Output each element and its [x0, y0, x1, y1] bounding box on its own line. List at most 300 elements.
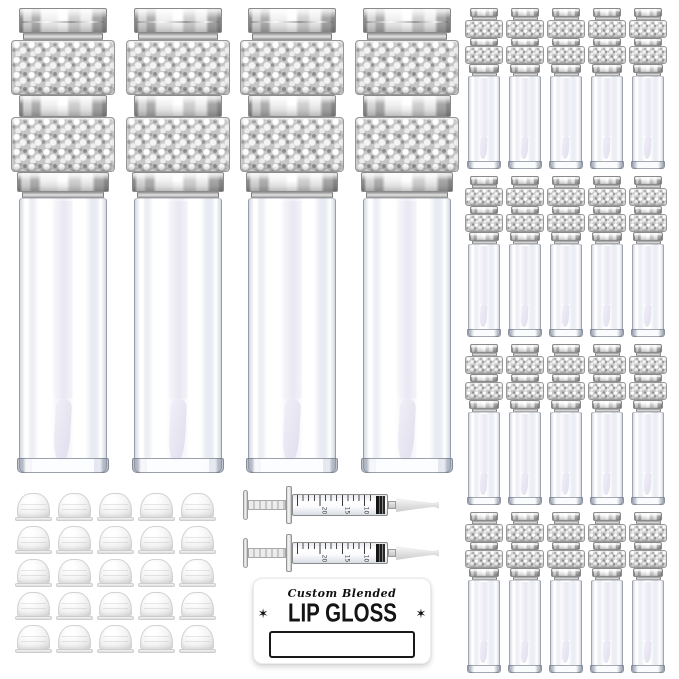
rhinestone-pearl-band: [465, 550, 503, 568]
rhinestone-pearl-band: [240, 117, 344, 172]
syringe: [243, 486, 439, 524]
large-tube-group: [11, 8, 459, 474]
rhinestone-pearl-band: [588, 214, 626, 232]
stopper-dome: [17, 526, 50, 551]
rhinestone-pearl-band: [547, 214, 585, 232]
rhinestone-pearl-band: [547, 524, 585, 542]
applicator-wand: [521, 582, 529, 640]
stopper-dome: [140, 493, 173, 518]
rhinestone-pearl-band: [547, 188, 585, 206]
cap-hex-top: [470, 176, 498, 185]
cap-hex-top: [634, 8, 662, 17]
cap-hex-top: [552, 176, 580, 185]
rubber-stopper-cap: [97, 625, 134, 653]
stopper-dome: [58, 625, 91, 650]
cap-metal-mid-band: [634, 206, 662, 214]
large-lipgloss-tube: [126, 8, 230, 474]
stopper-flange: [56, 583, 93, 587]
small-lipgloss-tube: [588, 8, 626, 169]
cap-collar: [510, 568, 540, 577]
cap-hex-top: [363, 8, 451, 33]
small-lipgloss-tube: [547, 512, 585, 673]
clear-tube-body: [509, 412, 541, 505]
cap-hex-top: [511, 344, 539, 353]
cap-hex-top: [511, 176, 539, 185]
rubber-stopper-cap: [15, 559, 52, 587]
clear-tube-body: [632, 76, 664, 169]
cap-collar: [551, 400, 581, 409]
rhinestone-pearl-band: [465, 524, 503, 542]
stopper-flange: [56, 616, 93, 620]
rhinestone-pearl-band: [547, 550, 585, 568]
rubber-stopper-cap: [15, 493, 52, 521]
applicator-wand: [397, 201, 416, 399]
rhinestone-pearl-band: [588, 382, 626, 400]
rhinestone-pearl-band: [629, 524, 667, 542]
plunger-seal: [376, 496, 385, 514]
stopper-flange: [138, 550, 175, 554]
stopper-flange: [15, 616, 52, 620]
clear-tube-body: [468, 244, 500, 337]
rhinestone-pearl-band: [547, 382, 585, 400]
stopper-flange: [56, 550, 93, 554]
rhinestone-pearl-band: [465, 356, 503, 374]
cap-collar: [633, 232, 663, 241]
stopper-dome: [58, 559, 91, 584]
small-lipgloss-tube: [506, 512, 544, 673]
cap-metal-mid-band: [634, 542, 662, 550]
rubber-stopper-cap: [179, 625, 216, 653]
applicator-wand: [480, 246, 488, 304]
stopper-dome: [181, 493, 214, 518]
scale-number: 15: [343, 506, 351, 515]
cap-collar: [592, 568, 622, 577]
plunger-seal: [376, 544, 385, 562]
clear-tube-body: [509, 580, 541, 673]
applicator-wand: [480, 582, 488, 640]
rhinestone-pearl-band: [465, 20, 503, 38]
rhinestone-pearl-band: [588, 524, 626, 542]
cap-groove-ring: [252, 33, 332, 40]
rubber-stopper-cap: [56, 592, 93, 620]
rhinestone-pearl-band: [11, 40, 115, 95]
cap-hex-top: [470, 512, 498, 521]
rubber-stopper-cap: [97, 592, 134, 620]
rubber-stopper-cap: [56, 625, 93, 653]
scale-number: 10: [362, 506, 370, 515]
stopper-dome: [140, 625, 173, 650]
small-lipgloss-tube: [506, 8, 544, 169]
clear-tube-body: [550, 76, 582, 169]
cap-collar: [17, 172, 109, 192]
cap-hex-top: [552, 344, 580, 353]
rubber-stopper-cap: [138, 493, 175, 521]
syringe-barrel: [292, 494, 388, 516]
small-lipgloss-tube: [465, 344, 503, 505]
stopper-flange: [97, 517, 134, 521]
small-lipgloss-tube: [465, 176, 503, 337]
cap-metal-mid-band: [470, 542, 498, 550]
stopper-flange: [179, 583, 216, 587]
cap-collar: [592, 64, 622, 73]
rhinestone-pearl-band: [506, 46, 544, 64]
stopper-dome: [99, 526, 132, 551]
rhinestone-pearl-band: [355, 40, 459, 95]
cap-collar: [510, 400, 540, 409]
rhinestone-pearl-band: [588, 46, 626, 64]
clear-tube-body: [468, 76, 500, 169]
cap-metal-mid-band: [363, 95, 451, 117]
stopper-dome: [181, 559, 214, 584]
stopper-flange: [56, 649, 93, 653]
rubber-stopper-cap: [179, 493, 216, 521]
clear-tube-body: [509, 76, 541, 169]
small-lipgloss-tube: [629, 176, 667, 337]
cap-collar: [469, 568, 499, 577]
clear-tube-body: [550, 412, 582, 505]
stopper-dome: [99, 592, 132, 617]
cap-metal-mid-band: [593, 206, 621, 214]
cap-collar: [510, 232, 540, 241]
cap-collar: [469, 64, 499, 73]
applicator-wand: [603, 414, 611, 472]
rubber-stopper-cap: [15, 526, 52, 554]
cap-metal-mid-band: [470, 374, 498, 382]
stopper-dome: [58, 526, 91, 551]
scale-number: 20: [320, 506, 328, 515]
rubber-stopper-cap: [138, 625, 175, 653]
syringe: [243, 534, 439, 572]
cap-metal-mid-band: [511, 542, 539, 550]
cap-metal-mid-band: [511, 206, 539, 214]
large-lipgloss-tube: [240, 8, 344, 474]
cap-collar: [592, 232, 622, 241]
cap-metal-mid-band: [470, 38, 498, 46]
rhinestone-pearl-band: [588, 550, 626, 568]
applicator-wand: [562, 582, 570, 640]
rubber-stopper-cap: [56, 526, 93, 554]
stopper-flange: [97, 649, 134, 653]
stopper-flange: [179, 616, 216, 620]
cap-hex-top: [593, 176, 621, 185]
cap-metal-mid-band: [552, 206, 580, 214]
plunger-rod: [248, 500, 286, 510]
cap-hex-top: [552, 512, 580, 521]
stopper-dome: [99, 493, 132, 518]
rhinestone-pearl-band: [506, 188, 544, 206]
applicator-wand: [562, 246, 570, 304]
stopper-dome: [17, 625, 50, 650]
rubber-stopper-cap: [179, 559, 216, 587]
cap-metal-mid-band: [634, 374, 662, 382]
cap-groove-ring: [138, 33, 218, 40]
rubber-stopper-cap: [97, 493, 134, 521]
small-lipgloss-tube: [629, 344, 667, 505]
cap-metal-mid-band: [593, 38, 621, 46]
stopper-dome: [99, 625, 132, 650]
stopper-flange: [15, 550, 52, 554]
rhinestone-pearl-band: [588, 20, 626, 38]
applicator-wand: [480, 414, 488, 472]
rhinestone-pearl-band: [506, 356, 544, 374]
applicator-wand: [480, 78, 488, 136]
clear-tube-body: [632, 412, 664, 505]
rhinestone-pearl-band: [629, 550, 667, 568]
cap-metal-mid-band: [552, 542, 580, 550]
large-lipgloss-tube: [11, 8, 115, 474]
cap-hex-top: [134, 8, 222, 33]
rhinestone-pearl-band: [547, 20, 585, 38]
cap-metal-mid-band: [593, 374, 621, 382]
applicator-wand: [168, 201, 187, 399]
blank-write-in-box: [269, 631, 415, 658]
clear-tube-body: [19, 198, 107, 473]
label-title-row: [254, 600, 430, 627]
stopper-flange: [179, 517, 216, 521]
small-lipgloss-tube: [588, 176, 626, 337]
small-lipgloss-tube: [465, 512, 503, 673]
rhinestone-pearl-band: [506, 20, 544, 38]
small-lipgloss-tube: [465, 8, 503, 169]
cap-hex-top: [19, 8, 107, 33]
small-lipgloss-tube: [506, 344, 544, 505]
rhinestone-pearl-band: [629, 214, 667, 232]
rhinestone-pearl-band: [547, 46, 585, 64]
rhinestone-pearl-band: [588, 188, 626, 206]
star-icon: ✶: [415, 606, 427, 621]
clear-tube-body: [363, 198, 451, 473]
cap-metal-mid-band: [248, 95, 336, 117]
small-lipgloss-tube: [588, 344, 626, 505]
cap-collar: [551, 232, 581, 241]
cap-collar: [592, 400, 622, 409]
stopper-dome: [17, 592, 50, 617]
cap-collar: [633, 400, 663, 409]
rubber-stopper-cap: [179, 526, 216, 554]
stopper-flange: [15, 649, 52, 653]
cap-metal-mid-band: [552, 374, 580, 382]
cap-collar: [551, 568, 581, 577]
cap-metal-mid-band: [511, 38, 539, 46]
rhinestone-pearl-band: [126, 40, 230, 95]
small-lipgloss-tube: [629, 512, 667, 673]
applicator-wand: [603, 582, 611, 640]
syringe-barrel: [292, 542, 388, 564]
syringe-nozzle: [388, 501, 396, 509]
applicator-wand: [521, 78, 529, 136]
cap-collar: [246, 172, 338, 192]
rubber-stopper-cap: [138, 592, 175, 620]
stopper-flange: [179, 550, 216, 554]
rhinestone-pearl-band: [506, 550, 544, 568]
cap-hex-top: [511, 512, 539, 521]
applicator-wand: [562, 414, 570, 472]
applicator-wand: [644, 78, 652, 136]
stopper-dome: [181, 526, 214, 551]
applicator-wand: [521, 246, 529, 304]
stopper-dome: [58, 592, 91, 617]
stopper-flange: [138, 517, 175, 521]
rhinestone-pearl-band: [240, 40, 344, 95]
small-lipgloss-tube: [547, 8, 585, 169]
stopper-dome: [140, 526, 173, 551]
cap-collar: [633, 64, 663, 73]
clear-tube-body: [134, 198, 222, 473]
rubber-stopper-cap: [179, 592, 216, 620]
applicator-wand: [283, 201, 302, 399]
clear-tube-body: [468, 580, 500, 673]
star-icon: ✶: [257, 606, 269, 621]
cap-groove-ring: [367, 33, 447, 40]
scale-number: 15: [343, 554, 351, 563]
applicator-wand: [603, 246, 611, 304]
stopper-flange: [15, 583, 52, 587]
cap-metal-mid-band: [552, 38, 580, 46]
lip-gloss-label: [253, 578, 431, 664]
rubber-stopper-cap: [56, 493, 93, 521]
stopper-dome: [99, 559, 132, 584]
cap-hex-top: [248, 8, 336, 33]
stopper-dome: [140, 559, 173, 584]
rhinestone-pearl-band: [465, 188, 503, 206]
clear-tube-body: [591, 76, 623, 169]
rhinestone-pearl-band: [506, 524, 544, 542]
rhinestone-pearl-band: [465, 214, 503, 232]
stopper-dome: [181, 625, 214, 650]
rubber-stopper-cap: [138, 526, 175, 554]
stopper-flange: [138, 616, 175, 620]
small-tube-grid: [465, 8, 667, 673]
stopper-dome: [140, 592, 173, 617]
cap-collar: [633, 568, 663, 577]
applicator-wand: [54, 201, 73, 399]
rhinestone-pearl-band: [465, 46, 503, 64]
rhinestone-pearl-band: [629, 356, 667, 374]
clear-tube-body: [632, 580, 664, 673]
applicator-wand: [562, 78, 570, 136]
cap-groove-ring: [23, 33, 103, 40]
stopper-flange: [138, 583, 175, 587]
rhinestone-pearl-band: [629, 188, 667, 206]
rhinestone-pearl-band: [11, 117, 115, 172]
stopper-flange: [97, 550, 134, 554]
cap-collar: [551, 64, 581, 73]
rubber-stopper-cap: [97, 526, 134, 554]
stopper-dome: [181, 592, 214, 617]
rhinestone-pearl-band: [629, 20, 667, 38]
cap-collar: [469, 400, 499, 409]
clear-tube-body: [632, 244, 664, 337]
rhinestone-pearl-band: [506, 382, 544, 400]
cap-metal-mid-band: [593, 542, 621, 550]
scale-number: 10: [362, 554, 370, 563]
small-lipgloss-tube: [629, 8, 667, 169]
cap-metal-mid-band: [134, 95, 222, 117]
applicator-wand: [644, 582, 652, 640]
clear-tube-body: [509, 244, 541, 337]
cap-hex-top: [552, 8, 580, 17]
rubber-stopper-cap: [15, 625, 52, 653]
cap-hex-top: [470, 344, 498, 353]
label-script-text: Custom Blended: [287, 587, 397, 600]
cap-metal-mid-band: [511, 374, 539, 382]
clear-tube-body: [550, 244, 582, 337]
cap-hex-top: [593, 344, 621, 353]
rhinestone-pearl-band: [355, 117, 459, 172]
scale-number: 20: [320, 554, 328, 563]
syringe-nozzle: [388, 549, 396, 557]
applicator-wand: [521, 414, 529, 472]
stopper-flange: [15, 517, 52, 521]
clear-tube-body: [550, 580, 582, 673]
rubber-stopper-cap: [56, 559, 93, 587]
stopper-dome: [58, 493, 91, 518]
stopper-flange: [97, 583, 134, 587]
cap-hex-top: [511, 8, 539, 17]
stopper-cap-grid: [15, 493, 216, 653]
stopper-flange: [179, 649, 216, 653]
rubber-stopper-cap: [97, 559, 134, 587]
cap-metal-mid-band: [470, 206, 498, 214]
small-lipgloss-tube: [506, 176, 544, 337]
rhinestone-pearl-band: [547, 356, 585, 374]
rhinestone-pearl-band: [588, 356, 626, 374]
clear-tube-body: [591, 580, 623, 673]
cap-collar: [510, 64, 540, 73]
cap-collar: [469, 232, 499, 241]
cap-hex-top: [634, 344, 662, 353]
applicator-wand: [644, 414, 652, 472]
cap-hex-top: [593, 512, 621, 521]
rhinestone-pearl-band: [506, 214, 544, 232]
rhinestone-pearl-band: [629, 46, 667, 64]
applicator-wand: [603, 78, 611, 136]
rhinestone-pearl-band: [629, 382, 667, 400]
syringe-tip-cap: [396, 545, 439, 561]
cap-metal-mid-band: [19, 95, 107, 117]
stopper-flange: [138, 649, 175, 653]
clear-tube-body: [591, 412, 623, 505]
small-lipgloss-tube: [588, 512, 626, 673]
small-lipgloss-tube: [547, 176, 585, 337]
rubber-stopper-cap: [15, 592, 52, 620]
cap-metal-mid-band: [634, 38, 662, 46]
stopper-dome: [17, 559, 50, 584]
label-title: LIP GLOSS: [287, 598, 397, 628]
applicator-wand: [644, 246, 652, 304]
rhinestone-pearl-band: [465, 382, 503, 400]
stopper-flange: [56, 517, 93, 521]
rubber-stopper-cap: [138, 559, 175, 587]
small-lipgloss-tube: [547, 344, 585, 505]
stopper-dome: [17, 493, 50, 518]
cap-hex-top: [634, 176, 662, 185]
clear-tube-body: [248, 198, 336, 473]
cap-hex-top: [470, 8, 498, 17]
cap-collar: [132, 172, 224, 192]
cap-hex-top: [593, 8, 621, 17]
cap-hex-top: [634, 512, 662, 521]
syringe-tip-cap: [396, 497, 439, 513]
clear-tube-body: [591, 244, 623, 337]
rhinestone-pearl-band: [126, 117, 230, 172]
clear-tube-body: [468, 412, 500, 505]
stopper-flange: [97, 616, 134, 620]
syringe-group: [243, 486, 439, 572]
cap-collar: [361, 172, 453, 192]
plunger-rod: [248, 548, 286, 558]
large-lipgloss-tube: [355, 8, 459, 474]
